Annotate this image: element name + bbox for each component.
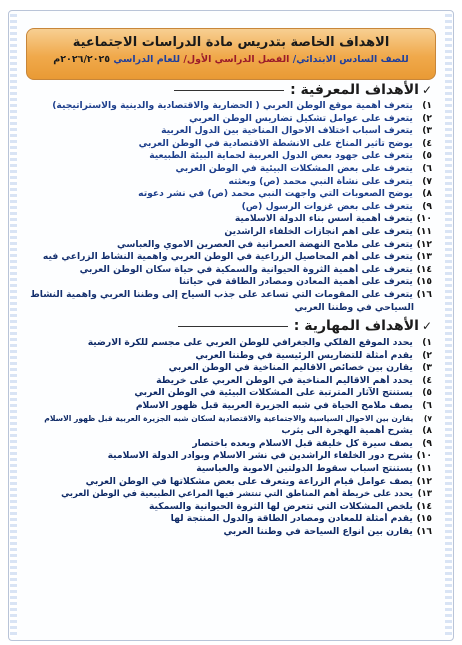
left-border-ornament [10, 14, 17, 637]
list-item: ١) يحدد الموقع الفلكي والجغرافي للوطن العربي على مجسم للكرة الارضية [87, 337, 432, 348]
list-item-continuation: السياحي في وطننا العربي [294, 301, 414, 313]
skills-objectives-list [24, 337, 432, 539]
list-item: ٢) يقدم أمثلة للتضاريس الرئيسية في وطننا العربي [195, 349, 432, 361]
list-item: ٨) يشرح أهمية الهجرة الى يثرب [281, 425, 432, 437]
list-item: ٥) يتعرف على جهود بعض الدول العربية لحماية البيئة الطبيعية [149, 150, 432, 162]
list-item: ١١) يتعرف على اهم انجازات الخلفاء الراشدين [224, 225, 432, 237]
list-item: ٦) يتعرف على بعض المشكلات البيئية في الوطن العربي [175, 162, 432, 174]
term-label: الفصل الدراسي الأول/ [183, 54, 290, 65]
list-item: ٧) يقارن بين الاحوال السياسية والاجتماعية والاقتصادية لسكان شبه الجزيرة العربية قبل ظهور الاسلام [44, 413, 432, 423]
list-item: ٦) يصف ملامح الحياة في شبه الجزيرة العربية قبل ظهور الاسلام [135, 399, 432, 411]
title-underline [174, 90, 284, 91]
list-item: ١٣) يتعرف على أهم المحاصيل الزراعية في الوطن العربي واهمية النشاط الزراعي فيه [42, 251, 432, 263]
list-item: ٨) يوضح الصعوبات التي واجهت النبي محمد (ص) في نشر دعوته [138, 188, 432, 200]
list-item: ٣) يتعرف أسباب اختلاف الاحوال المناخية بين الدول العربية [161, 125, 432, 137]
list-item: ١٦) يتعرف على المقومات التي تساعد على جذب السياح إلى وطننا العربي واهمية النشاط [30, 288, 432, 300]
list-item: ٩) يصف سيرة كل خليفة قبل الاسلام وبعده باختصار [192, 437, 432, 449]
cognitive-objectives-list [24, 100, 432, 314]
list-item: ٤) يحدد أهم الاقاليم المناخية في الوطن العربي على خريطة [156, 374, 432, 386]
list-item: ١٦) يقارن بين أنواع السياحة في وطننا العربي [223, 525, 432, 537]
header-banner [26, 28, 436, 80]
list-item: ٤) يوضح تأثير المناخ على الانشطة الاقتصادية في الوطن العربي [138, 137, 432, 149]
list-item: ١) يتعرف أهمية موقع الوطن العربي ( الحضارية والاقتصادية والدينية والاستراتيجية) [52, 100, 432, 111]
list-item: ١٤) يلخص المشكلات التي تتعرض لها الثروة الحيوانية والسمكية [148, 500, 432, 512]
list-item: ١٣) يحدد على خريطة أهم المناطق التي تنتشر فيها المراعي الطبيعية في الوطن العربي [61, 489, 432, 500]
list-item: ٢) يتعرف على عوامل تشكيل تضاريس الوطن العربي [189, 112, 432, 124]
list-item: ١٥) يقدم أمثلة للمعادن ومصادر الطاقة والدول المنتجة لها [170, 513, 432, 525]
list-item: ٧) يتعرف على نشأة النبي محمد (ص) وبعثته [228, 175, 432, 187]
cognitive-section-title: ✓الأهداف المعرفية : [174, 82, 432, 98]
checkmark-icon: ✓ [421, 83, 432, 97]
document-subtitle [27, 54, 435, 65]
list-item: ١٢) يصف عوامل قيام الزراعة ويتعرف على بعض مشكلاتها في الوطن العربي [85, 475, 432, 487]
list-item: ١٠) يتعرف أهمية أسس بناء الدولة الاسلامية [234, 213, 432, 225]
grade-label: للصف السادس الابتدائي/ [292, 54, 409, 65]
list-item: ٩) يتعرف على بعض غزوات الرسول (ص) [241, 200, 432, 212]
document-title: الاهداف الخاصة بتدريس مادة الدراسات الاجتماعية [72, 35, 390, 50]
right-border-ornament [445, 14, 452, 637]
list-item: ١١) يستنتج اسباب سقوط الدولتين الاموية والعباسية [196, 462, 432, 474]
list-item: ١٤) يتعرف على أهمية الثروة الحيوانية والسمكية في حياة سكان الوطن العربي [79, 263, 432, 275]
title-underline [178, 326, 288, 327]
list-item: ٥) يستنتج الآثار المترتبة على المشكلات البيئية في الوطن العربي [134, 387, 432, 399]
checkmark-icon: ✓ [421, 319, 432, 333]
skills-section-title: ✓الأهداف المهارية : [178, 318, 432, 334]
list-item: ٣) يقارن بين خصائص الاقاليم المناخية في الوطن العربي [168, 362, 432, 374]
list-item: ١٥) يتعرف على أهمية المعادن ومصادر الطاقة في حياتنا [179, 276, 432, 288]
year-label: للعام الدراسي [113, 54, 181, 65]
list-item: ١٢) يتعرف على ملامح النهضة العمرانية في العصرين الاموي والعباسي [117, 238, 432, 250]
list-item: ١٠) يشرح دور الخلفاء الراشدين في نشر الاسلام وبوادر الدولة الاسلامية [107, 450, 432, 462]
year-value: ٢٠٢٦/٢٠٢٥م [53, 54, 111, 65]
